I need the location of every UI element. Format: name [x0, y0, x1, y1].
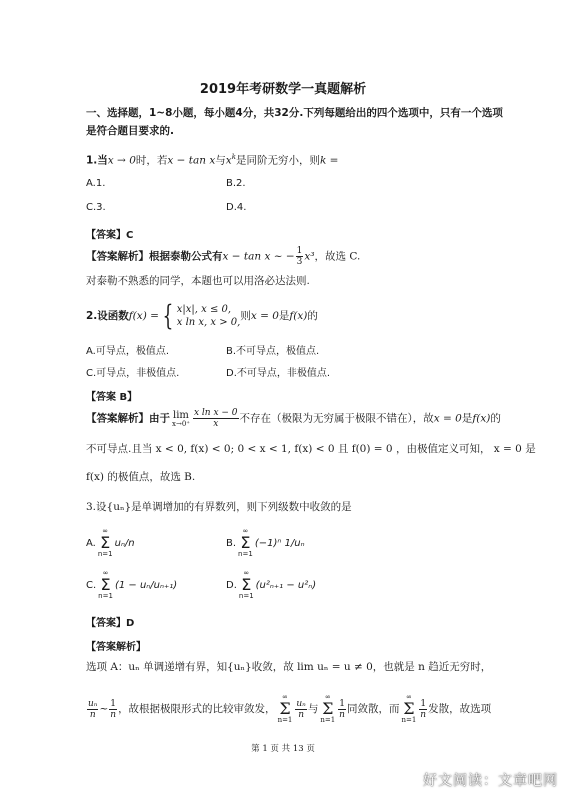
q1-option-c: C.3. [86, 202, 106, 213]
q3-option-a: A.∞ Σ n=1uₙ/n [86, 527, 135, 558]
q2-limit: lim x→0⁺ [172, 409, 190, 428]
q3-answer: 【答案】D [86, 618, 135, 629]
q1-option-d: D.4. [226, 202, 247, 213]
q1-option-b: B.2. [226, 178, 246, 189]
watermark: 好文阅读：文章吧网 [423, 773, 558, 789]
q2-option-b: B.不可导点，极值点. [226, 346, 320, 357]
section-heading-line1: 一、选择题，1~8小题，每小题4分，共32分.下列每题给出的四个选项中，只有一个选项 [86, 107, 503, 119]
q2-stem: 2.设函数f(x) = { x|x|, x ≤ 0, x ln x, x > 0, 则x = 0是f(x)的 [86, 299, 318, 332]
section-heading-line2: 是符合题目要求的. [86, 125, 174, 137]
q1-option-a: A.1. [86, 178, 106, 189]
q1-analysis: 【答案解析】根据泰勒公式有x − tan x ~ − $\frac{1}{3}$ x³，故选 C. [86, 246, 361, 267]
q3-analysis-line2: $\frac{\text{uₙ}}{n}$ ~ $\frac{1}{n}$ ，故根据极限形式的比较审敛发，∞ Σ n=1 $\frac{\text{uₙ}}{n}$ 与∞ Σ n=1 $\frac{1}{n}$ 同敛散，而∞ Σ n=1 $\frac{1}{n}$ 发散，故选项 [88, 693, 492, 724]
q2-answer: 【答案 B】 [86, 392, 138, 403]
q3-option-c: C.∞ Σ n=1(1 − uₙ/uₙ₊₁) [86, 569, 178, 600]
q1-answer: 【答案】C [86, 230, 134, 241]
q1-stem: 1.当x → 0时，若x − tan x与$x^k$是同阶无穷小，则k = [86, 153, 339, 167]
q2-option-a: A.可导点，极值点. [86, 346, 170, 357]
q2-option-c: C.可导点，非极值点. [86, 368, 180, 379]
page-title: 2019年考研数学一真题解析 [199, 82, 367, 97]
q2-piecewise: x|x|, x ≤ 0, x ln x, x > 0, [176, 304, 241, 328]
q3-analysis-line1: 选项 A：uₙ 单调递增有界，知{uₙ}收敛，故 lim uₙ = u ≠ 0，也就是 n 趋近无穷时， [86, 661, 492, 673]
q2-option-d: D.不可导点，非极值点. [226, 368, 331, 379]
q1-note: 对泰勒不熟悉的同学，本题也可以用洛必达法则. [86, 275, 310, 287]
q3-option-b: B.∞ Σ n=1(−1)ⁿ 1/uₙ [226, 527, 305, 558]
q2-analysis: 【答案解析】由于 lim x→0⁺ $\frac{\text{x ln x − 0}}{x}$ 不存在（极限为无穷属于极限不错在），故x = 0是f(x)的 [86, 408, 501, 429]
q3-stem: 3.设{uₙ}是单调增加的有界数列，则下列级数中收敛的是 [86, 501, 352, 513]
q2-analysis-line3: f(x) 的极值点，故选 B. [86, 471, 196, 483]
q1-fraction: $\frac{1}{3}$ [296, 246, 303, 267]
q3-option-d: D.∞ Σ n=1(u²ₙ₊₁ − u²ₙ) [226, 569, 317, 600]
q3-analysis-label: 【答案解析】 [86, 642, 146, 653]
page-footer: 第 1 页 共 13 页 [251, 744, 315, 754]
q2-analysis-line2: 不可导点.且当 x < 0, f(x) < 0; 0 < x < 1, f(x) < 0 且 f(0) = 0 ，由极值定义可知， x = 0 是 [86, 443, 536, 455]
